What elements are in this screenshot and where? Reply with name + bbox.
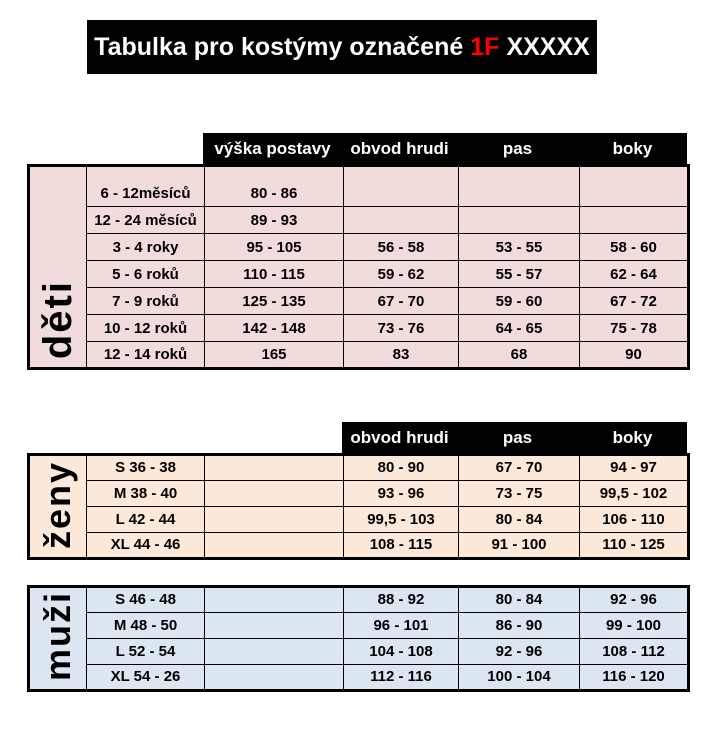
group-label-muzi — [29, 587, 87, 691]
cell-boky: 99,5 - 102 — [580, 481, 689, 507]
cell-hrud: 93 - 96 — [344, 481, 459, 507]
cell-vyska: 165 — [205, 342, 344, 369]
cell-pas: 53 - 55 — [459, 234, 580, 261]
row-label: L 42 - 44 — [87, 507, 205, 533]
title-suffix: XXXXX — [506, 32, 590, 61]
table-row — [29, 288, 689, 315]
cell-vyska — [205, 639, 344, 665]
page-title — [87, 20, 597, 74]
cell-pas: 91 - 100 — [459, 533, 580, 559]
cell-hrud: 56 - 58 — [344, 234, 459, 261]
row-label: 7 - 9 roků — [87, 288, 205, 315]
cell-boky: 75 - 78 — [580, 315, 689, 342]
cell-hrud: 99,5 - 103 — [344, 507, 459, 533]
cell-pas: 80 - 84 — [459, 507, 580, 533]
header-pas: pas — [502, 427, 533, 447]
row-label: 5 - 6 roků — [87, 261, 205, 288]
cell-hrud: 96 - 101 — [344, 613, 459, 639]
row-label: S 36 - 38 — [87, 455, 205, 481]
cell-boky — [580, 207, 689, 234]
header-obvod-hrudi: obvod hrudi — [350, 427, 449, 447]
row-label: XL 54 - 26 — [87, 665, 205, 691]
cell-boky: 62 - 64 — [580, 261, 689, 288]
table-row — [29, 234, 689, 261]
cell-hrud: 59 - 62 — [344, 261, 459, 288]
children-table — [27, 164, 690, 370]
cell-boky: 94 - 97 — [580, 455, 689, 481]
table-row — [29, 261, 689, 288]
cell-pas — [459, 166, 580, 207]
cell-pas: 73 - 75 — [459, 481, 580, 507]
cell-boky: 110 - 125 — [580, 533, 689, 559]
header-boky: boky — [612, 427, 653, 447]
group-label-zeny-text: ženy — [37, 460, 78, 549]
table-row — [29, 455, 689, 481]
cell-boky: 99 - 100 — [580, 613, 689, 639]
row-label: L 52 - 54 — [87, 639, 205, 665]
cell-pas: 64 - 65 — [459, 315, 580, 342]
cell-pas: 80 - 84 — [459, 587, 580, 613]
row-label: 12 - 14 roků — [87, 342, 205, 369]
cell-boky: 67 - 72 — [580, 288, 689, 315]
cell-vyska — [205, 613, 344, 639]
group-label-zeny — [29, 455, 87, 559]
cell-pas — [459, 207, 580, 234]
cell-vyska: 95 - 105 — [205, 234, 344, 261]
header-obvod-hrudi: obvod hrudi — [350, 138, 449, 158]
cell-hrud: 67 - 70 — [344, 288, 459, 315]
cell-pas: 100 - 104 — [459, 665, 580, 691]
table-row — [29, 342, 689, 369]
children-column-header — [203, 133, 687, 164]
men-table — [27, 585, 690, 692]
table-row — [29, 166, 689, 207]
row-label: S 46 - 48 — [87, 587, 205, 613]
cell-vyska: 80 - 86 — [205, 166, 344, 207]
cell-boky: 90 — [580, 342, 689, 369]
cell-vyska — [205, 587, 344, 613]
title-code-1f: 1F — [470, 32, 500, 61]
group-label-muzi-text: muži — [37, 590, 78, 681]
cell-vyska — [205, 455, 344, 481]
cell-hrud: 80 - 90 — [344, 455, 459, 481]
cell-boky: 108 - 112 — [580, 639, 689, 665]
cell-vyska — [205, 665, 344, 691]
header-pas: pas — [502, 138, 533, 158]
cell-vyska — [205, 533, 344, 559]
cell-hrud: 88 - 92 — [344, 587, 459, 613]
cell-vyska: 89 - 93 — [205, 207, 344, 234]
table-row — [29, 315, 689, 342]
cell-boky: 92 - 96 — [580, 587, 689, 613]
cell-hrud — [344, 166, 459, 207]
row-label: 10 - 12 roků — [87, 315, 205, 342]
women-table — [27, 453, 690, 560]
cell-hrud: 112 - 116 — [344, 665, 459, 691]
cell-vyska: 142 - 148 — [205, 315, 344, 342]
table-row — [29, 613, 689, 639]
table-row — [29, 587, 689, 613]
cell-pas: 55 - 57 — [459, 261, 580, 288]
header-boky: boky — [612, 138, 653, 158]
cell-hrud: 73 - 76 — [344, 315, 459, 342]
cell-hrud: 83 — [344, 342, 459, 369]
cell-hrud: 104 - 108 — [344, 639, 459, 665]
cell-vyska: 110 - 115 — [205, 261, 344, 288]
cell-pas: 92 - 96 — [459, 639, 580, 665]
row-label: 6 - 12měsíců — [87, 166, 205, 207]
table-row — [29, 207, 689, 234]
cell-hrud: 108 - 115 — [344, 533, 459, 559]
row-label: M 48 - 50 — [87, 613, 205, 639]
row-label: 3 - 4 roky — [87, 234, 205, 261]
cell-vyska — [205, 507, 344, 533]
row-label: XL 44 - 46 — [87, 533, 205, 559]
cell-pas: 67 - 70 — [459, 455, 580, 481]
cell-boky: 106 - 110 — [580, 507, 689, 533]
cell-vyska — [205, 481, 344, 507]
cell-boky: 116 - 120 — [580, 665, 689, 691]
table-row — [29, 665, 689, 691]
table-row — [29, 507, 689, 533]
group-label-deti — [29, 166, 87, 369]
cell-pas: 68 — [459, 342, 580, 369]
cell-boky — [580, 166, 689, 207]
header-vyska-postavy: výška postavy — [214, 138, 331, 158]
row-label: M 38 - 40 — [87, 481, 205, 507]
cell-hrud — [344, 207, 459, 234]
title-prefix: Tabulka pro kostýmy označené — [94, 32, 464, 61]
cell-pas: 59 - 60 — [459, 288, 580, 315]
cell-boky: 58 - 60 — [580, 234, 689, 261]
table-row — [29, 481, 689, 507]
table-row — [29, 639, 689, 665]
cell-vyska: 125 - 135 — [205, 288, 344, 315]
women-column-header — [342, 422, 687, 453]
group-label-deti-text: děti — [36, 279, 80, 359]
table-row — [29, 533, 689, 559]
cell-pas: 86 - 90 — [459, 613, 580, 639]
row-label: 12 - 24 měsíců — [87, 207, 205, 234]
